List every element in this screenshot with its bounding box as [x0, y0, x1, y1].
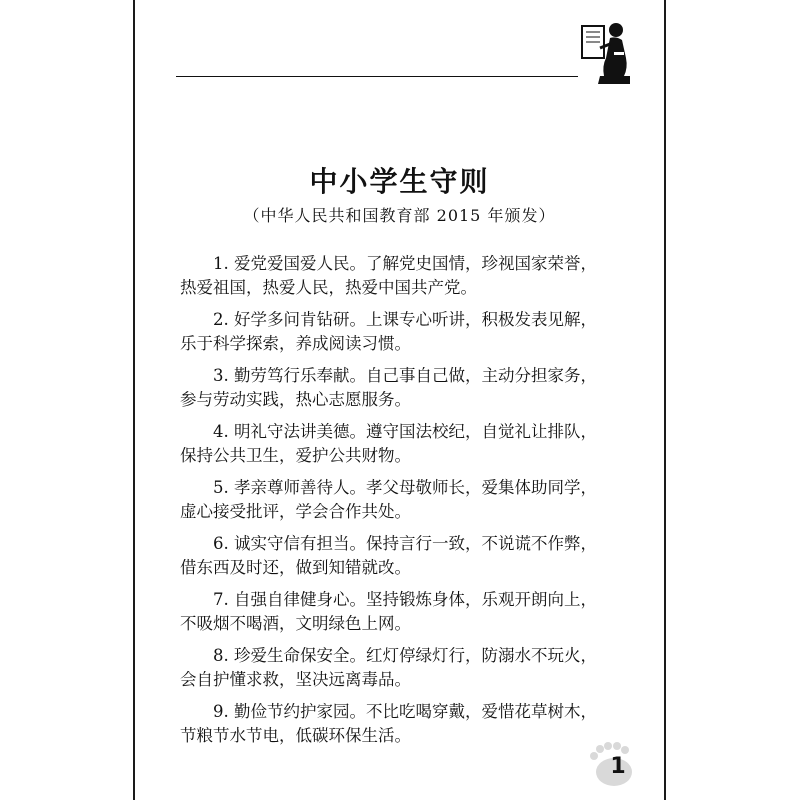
rule-item [180, 308, 597, 356]
rule-line: 9. 勤俭节约护家园。不比吃喝穿戴，爱惜花草树木， [213, 702, 597, 721]
page-title: 中小学生守则 [309, 165, 490, 198]
rule-item [180, 420, 597, 468]
rule-item [180, 588, 597, 636]
rules-list [180, 252, 597, 756]
rule-line: 1. 爱党爱国爱人民。了解党史国情，珍视国家荣誉， [213, 254, 597, 273]
rule-line: 虚心接受批评，学会合作共处。 [180, 502, 411, 521]
rule-line: 8. 珍爱生命保安全。红灯停绿灯行，防溺水不玩火， [213, 646, 597, 665]
rule-line: 不吸烟不喝酒，文明绿色上网。 [180, 614, 411, 633]
rule-line: 3. 勤劳笃行乐奉献。自己事自己做，主动分担家务， [213, 366, 597, 385]
rule-line: 2. 好学多问肯钻研。上课专心听讲，积极发表见解， [213, 310, 597, 329]
rule-line: 节粮节水节电，低碳环保生活。 [180, 726, 411, 745]
rule-item [180, 252, 597, 300]
rule-item [180, 364, 597, 412]
page-number: 1 [610, 754, 626, 779]
rule-line: 7. 自强自律健身心。坚持锻炼身体，乐观开朗向上， [213, 590, 597, 609]
rule-line: 会自护懂求救，坚决远离毒品。 [180, 670, 411, 689]
rule-line: 5. 孝亲尊师善待人。孝父母敬师长，爱集体助同学， [213, 478, 597, 497]
rule-line: 热爱祖国，热爱人民，热爱中国共产党。 [180, 278, 477, 297]
rule-line: 6. 诚实守信有担当。保持言行一致，不说谎不作弊， [213, 534, 597, 553]
rule-item [180, 700, 597, 748]
rule-line: 4. 明礼守法讲美德。遵守国法校纪，自觉礼让排队， [213, 422, 597, 441]
rule-line: 保持公共卫生，爱护公共财物。 [180, 446, 411, 465]
rule-item [180, 644, 597, 692]
rule-item [180, 532, 597, 580]
rule-line: 参与劳动实践，热心志愿服务。 [180, 390, 411, 409]
rule-line: 借东西及时还，做到知错就改。 [180, 558, 411, 577]
page-subtitle: （中华人民共和国教育部 2015 年颁发） [243, 206, 556, 225]
header-divider [176, 76, 578, 77]
reading-person-icon [580, 18, 632, 88]
rule-item [180, 476, 597, 524]
rule-line: 乐于科学探索，养成阅读习惯。 [180, 334, 411, 353]
